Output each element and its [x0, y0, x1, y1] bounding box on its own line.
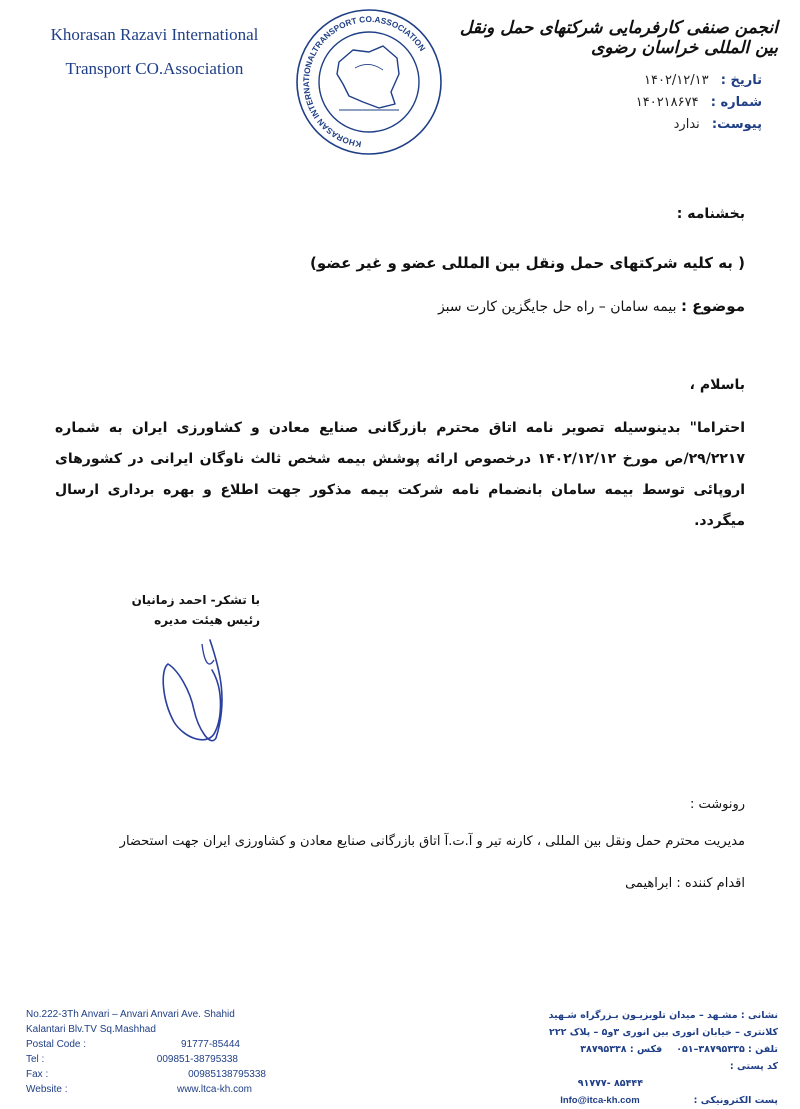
recipients-line: ( به کلیه شرکتهای حمل ونقل بین المللی عضو و غیر عضو)	[310, 254, 745, 272]
footer-fa-email-row	[538, 1092, 778, 1109]
number-value: ۱۴۰۲۱۸۶۷۴	[635, 95, 699, 110]
footer-address-line1: No.222-3Th Anvari – Anvari Anvari Ave. Shahid	[26, 1009, 235, 1020]
footer-website-row	[26, 1082, 266, 1097]
attachment-value: ندارد	[673, 117, 700, 132]
attachment-label: پیوست:	[711, 117, 762, 132]
greeting: باسلام ،	[689, 377, 745, 393]
footer-tel-row	[26, 1052, 266, 1067]
footer-fa-postal-value-row	[538, 1075, 778, 1092]
letter-paragraph: احتراما" بدینوسیله تصویر نامه اتاق محترم بازرگانی صنایع معادن و کشاورزی ایران به شماره ۲۹/۲۲۱۷/ص مورخ ۱۴۰۲/۱۲/۱۲ درخصوص ارائه پوشش بیمه شخص ثالث ناوگان ایرانی در کشورهای اروپائی توسط بیمه سامان بانضمام نامه شرکت بیمه مذکور جهت اطلاع و بهره برداری ارسال میگردد.	[55, 420, 745, 529]
handler-line: اقدام کننده : ابراهیمی	[625, 876, 745, 891]
date-row	[542, 70, 762, 92]
date-value: ۱۴۰۲/۱۲/۱۳	[644, 73, 709, 88]
footer-fa-fax: فکس : ۳۸۷۹۵۳۳۸	[580, 1044, 663, 1055]
logo-ring-text: KHORASAN INTERNATIONALTRANSPORT CO.ASSOCIATION	[300, 13, 428, 150]
number-row	[542, 92, 762, 114]
footer-persian	[538, 1007, 778, 1109]
cc-label: رونوشت :	[689, 797, 745, 812]
footer-fax-value: 00985138795338	[188, 1069, 266, 1080]
footer-fa-phone-row	[538, 1041, 778, 1058]
org-name-english	[22, 18, 287, 86]
signature-name: با تشکر- احمد زمانیان	[131, 593, 260, 607]
letter-meta	[542, 70, 762, 136]
circular-heading: بخشنامه :	[676, 206, 745, 222]
footer-fa-postal-row	[538, 1058, 778, 1075]
footer-postal-value: 91777-85444	[181, 1039, 240, 1050]
footer-fax-label: Fax :	[26, 1069, 49, 1080]
date-label: تاریخ :	[720, 73, 762, 88]
handwritten-signature	[150, 630, 260, 750]
subject-line	[438, 297, 745, 315]
footer-postal-row	[26, 1037, 266, 1052]
footer-postal-label: Postal Code :	[26, 1039, 87, 1050]
cc-body: مدیریت محترم حمل ونقل بین المللی ، کارنه تیر و آ.ت.آ اتاق بازرگانی صنایع معادن و کشاورزی ایران جهت استحضار	[119, 834, 745, 849]
footer-fa-postal-value: ۸۵۴۴۴ -۹۱۷۷۷	[577, 1078, 643, 1089]
footer-fa-address-line2: کلانتری – خیابان انوری بین انوری ۳و۵ – پلاک ۲۲۲	[549, 1027, 778, 1038]
association-logo	[287, 0, 452, 160]
subject-label: موضوع :	[680, 297, 745, 315]
signature-block	[120, 590, 260, 630]
footer-fa-email-label: پست الکترونیکی :	[693, 1095, 778, 1106]
footer-address-line2: Kalantari Blv.TV Sq.Mashhad	[26, 1024, 156, 1035]
footer-fa-email-link[interactable]: Info@itca-kh.com	[560, 1095, 640, 1106]
signature-title: رئیس هیئت مدیره	[154, 613, 260, 627]
footer-fa-phone: تلفن : ۳۸۷۹۵۳۳۵–۰۵۱	[676, 1044, 778, 1055]
footer-fa-address-line1: نشانی : مشـهد – میدان تلویزیـون بـزرگراه شـهید	[548, 1010, 778, 1021]
footer-fax-row	[26, 1067, 266, 1082]
footer-fa-postal-label: کد پستی :	[729, 1061, 778, 1072]
number-label: شماره :	[710, 95, 762, 110]
subject-value: بیمه سامان – راه حل جایگزین کارت سبز	[437, 299, 677, 315]
attachment-row	[542, 114, 762, 136]
footer-tel-label: Tel :	[26, 1054, 45, 1065]
org-name-english-line1: Khorasan Razavi International	[50, 25, 259, 44]
org-name-english-line2: Transport CO.Association	[65, 59, 244, 78]
footer-english	[26, 1007, 266, 1097]
org-name-persian: انجمن صنفی کارفرمایی شرکتهای حمل ونقل بین المللی خراسان رضوی	[459, 18, 778, 58]
svg-text:KHORASAN INTERNATIONALTRANSPOR	[301, 14, 428, 150]
footer-website-label: Website :	[26, 1084, 68, 1095]
footer-tel-value: 009851-38795338	[156, 1054, 238, 1065]
footer-website-link[interactable]: www.ltca-kh.com	[176, 1084, 252, 1095]
